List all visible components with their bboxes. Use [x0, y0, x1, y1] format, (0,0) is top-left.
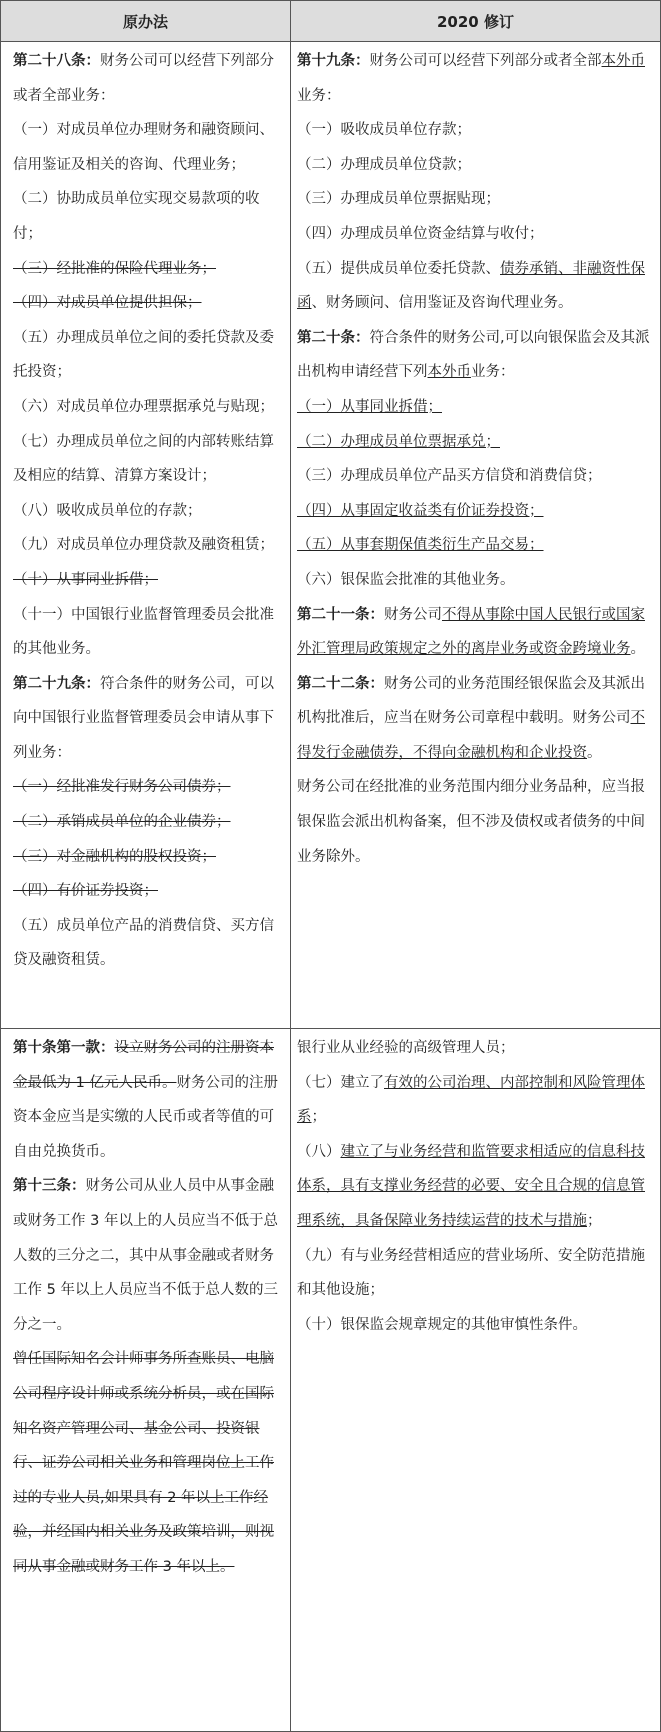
text-segment: （七）办理成员单位之间的内部转账结算及相应的结算、清算方案设计；: [13, 433, 274, 485]
text-segment: 银行业从业经验的高级管理人员；: [297, 1040, 515, 1056]
revised-conditions: [291, 1029, 661, 1732]
text-segment: ；: [587, 1212, 602, 1229]
paragraph: [13, 1169, 286, 1342]
deleted-text: （四）有价证券投资；: [13, 883, 158, 900]
paragraph: [297, 667, 656, 771]
paragraph: [13, 563, 286, 598]
paragraph: [297, 1135, 656, 1239]
text-segment: 。: [630, 641, 645, 658]
text-segment: 符合条件的财务公司，可以向中国银行业监督管理委员会申请从事下列业务：: [13, 675, 274, 761]
text-segment: 财务公司可以经营下列部分或者全部: [369, 53, 602, 69]
paragraph: [13, 874, 286, 909]
revised-text: （一）从事同业拆借；: [297, 398, 442, 415]
paragraph: [297, 148, 656, 183]
text-segment: （六）银保监会批准的其他业务。: [297, 571, 515, 588]
paragraph: [13, 286, 286, 321]
revised-text: 有效的公司治理、内部控制和风险管理体系: [297, 1074, 645, 1126]
text-segment: （九）有与业务经营相适应的营业场所、安全防范措施和其他设施；: [297, 1247, 645, 1299]
deleted-text: （二）承销成员单位的企业债券；: [13, 814, 231, 831]
text-segment: 财务公司的注册资本金应当是实缴的人民币或者等值的可自由兑换货币。: [13, 1074, 278, 1160]
article-label: 第二十条：: [297, 329, 370, 346]
revised-text: （五）从事套期保值类衍生产品交易；: [297, 537, 544, 554]
revised-text: （二）办理成员单位票据承兑；: [297, 433, 500, 450]
paragraph: [13, 252, 286, 287]
text-segment: （五）办理成员单位之间的委托贷款及委托投资；: [13, 329, 274, 381]
paragraph: [297, 528, 656, 563]
revised-text: 本外币: [427, 364, 471, 381]
header-revised: 2020 修订: [291, 1, 661, 42]
paragraph: [13, 667, 286, 771]
revised-text: 不得发行金融债券，不得向金融机构和企业投资: [297, 710, 645, 761]
text-segment: 财务公司的业务范围经银保监会及其派出机构批准后，应当在财务公司章程中载明。财务公司: [297, 675, 645, 727]
text-segment: （三）办理成员单位产品买方信贷和消费信贷；: [297, 468, 602, 485]
text-segment: （一）对成员单位办理财务和融资顾问、信用鉴证及相关的咨询、代理业务；: [13, 122, 274, 173]
paragraph: [297, 113, 656, 148]
text-segment: （三）办理成员单位票据贴现；: [297, 191, 500, 208]
article-label: 第二十二条：: [297, 675, 384, 692]
article-label: 第二十九条：: [13, 675, 100, 692]
deleted-text: 曾任国际知名会计师事务所查账员、电脑公司程序设计师或系统分析员，或在国际知名资产管理公司、基金公司、投资银行、证券公司相关业务和管理岗位上工作过的专业人员,如果具有 2 年以上工作经验，并经国内相关业务及政策培训，则视同从事金融或财务工作 3 年以上。: [13, 1351, 274, 1575]
article-label: 第二十八条：: [13, 53, 100, 69]
paragraph: [297, 494, 656, 529]
business-scope-row: [1, 42, 661, 1029]
paragraph: [13, 113, 286, 182]
original-conditions-text: [13, 1031, 286, 1585]
paragraph: [297, 182, 656, 217]
text-segment: （二）协助成员单位实现交易款项的收付；: [13, 191, 260, 242]
revised-business-scope-text: [297, 44, 656, 874]
article-label: 第十九条：: [297, 53, 370, 69]
text-segment: 。: [587, 744, 602, 761]
text-segment: （八）吸收成员单位的存款；: [13, 502, 202, 519]
deleted-text: （四）对成员单位提供担保；: [13, 295, 202, 312]
text-segment: 财务公司可以经营下列部分或者全部业务：: [13, 53, 274, 104]
original-business-scope-text: [13, 44, 286, 978]
paragraph: [297, 459, 656, 494]
paragraph: [13, 182, 286, 251]
revised-text: 本外币: [601, 53, 645, 69]
paragraph: [297, 425, 656, 460]
revised-text: 不得从事除中国人民银行或国家外汇管理局政策规定之外的离岸业务或资金跨境业务: [297, 606, 645, 658]
text-segment: （九）对成员单位办理贷款及融资租赁；: [13, 537, 274, 554]
text-segment: 财务公司从业人员中从事金融或财务工作 3 年以上的人员应当不低于总人数的三分之二，其中从事金融或者财务工作 5 年以上人员应当不低于总人数的三分之一。: [13, 1178, 278, 1333]
paragraph: [13, 321, 286, 390]
article-label: 第十三条：: [13, 1178, 86, 1195]
text-segment: 财务公司: [384, 606, 442, 623]
deleted-text: （十）从事同业拆借；: [13, 571, 158, 588]
revised-business-scope: [291, 42, 661, 1029]
paragraph: [13, 390, 286, 425]
text-segment: 财务公司在经批准的业务范围内细分业务品种，应当报银保监会派出机构备案，但不涉及债权或者债务的中间业务除外。: [297, 779, 645, 865]
paragraph: [13, 425, 286, 494]
revised-text: 建立了与业务经营和监管要求相适应的信息科技体系，具有支撑业务经营的必要、安全且合规的信息管理系统，具备保障业务持续运营的技术与措施: [297, 1143, 645, 1229]
conditions-row: [1, 1029, 661, 1732]
deleted-text: 设立财务公司的注册资本金最低为 1 亿元人民币。: [13, 1040, 274, 1091]
paragraph: [13, 1031, 286, 1169]
paragraph: [13, 805, 286, 840]
text-segment: （十）银保监会规章规定的其他审慎性条件。: [297, 1316, 587, 1333]
paragraph: [13, 840, 286, 875]
text-segment: （二）办理成员单位贷款；: [297, 156, 471, 173]
paragraph: [13, 1342, 286, 1584]
text-segment: （八）: [297, 1143, 341, 1160]
original-conditions: [1, 1029, 291, 1732]
article-label: 第十条第一款：: [13, 1040, 115, 1056]
paragraph: [297, 217, 656, 252]
deleted-text: （三）对金融机构的股权投资；: [13, 848, 216, 865]
paragraph: [297, 1239, 656, 1308]
paragraph: [297, 390, 656, 425]
paragraph: [297, 44, 656, 113]
paragraph: [13, 494, 286, 529]
paragraph: [13, 528, 286, 563]
paragraph: [297, 1066, 656, 1135]
paragraph: [13, 44, 286, 113]
paragraph: [13, 770, 286, 805]
paragraph: [297, 770, 656, 874]
paragraph: [297, 1308, 656, 1343]
text-segment: 业务：: [297, 87, 341, 104]
text-segment: 、财务顾问、信用鉴证及咨询代理业务。: [311, 295, 573, 312]
text-segment: ；: [311, 1109, 326, 1126]
paragraph: [297, 598, 656, 667]
text-segment: （七）建立了: [297, 1074, 384, 1091]
paragraph: [297, 321, 656, 390]
text-segment: （四）办理成员单位资金结算与收付；: [297, 225, 544, 242]
revised-text: （四）从事固定收益类有价证券投资；: [297, 502, 544, 519]
paragraph: [13, 598, 286, 667]
text-segment: （五）提供成员单位委托贷款、: [297, 260, 500, 277]
original-business-scope: [1, 42, 291, 1029]
paragraph: [297, 563, 656, 598]
article-label: 第二十一条：: [297, 606, 384, 623]
text-segment: （五）成员单位产品的消费信贷、买方信贷及融资租赁。: [13, 917, 274, 969]
text-segment: （十一）中国银行业监督管理委员会批准的其他业务。: [13, 606, 274, 658]
revised-conditions-text: [297, 1031, 656, 1342]
paragraph: [13, 909, 286, 978]
header-row: [1, 1, 661, 42]
text-segment: 符合条件的财务公司,可以向银保监会及其派出机构申请经营下列: [297, 329, 650, 381]
deleted-text: （三）经批准的保险代理业务；: [13, 260, 216, 277]
paragraph: [297, 252, 656, 321]
paragraph: [297, 1031, 656, 1066]
deleted-text: （一）经批准发行财务公司债券；: [13, 779, 231, 796]
text-segment: 业务：: [471, 364, 515, 381]
header-original: 原办法: [1, 1, 291, 42]
text-segment: （一）吸收成员单位存款；: [297, 122, 471, 139]
text-segment: （六）对成员单位办理票据承兑与贴现；: [13, 398, 274, 415]
revised-text: 债券承销、非融资性保函: [297, 260, 645, 312]
